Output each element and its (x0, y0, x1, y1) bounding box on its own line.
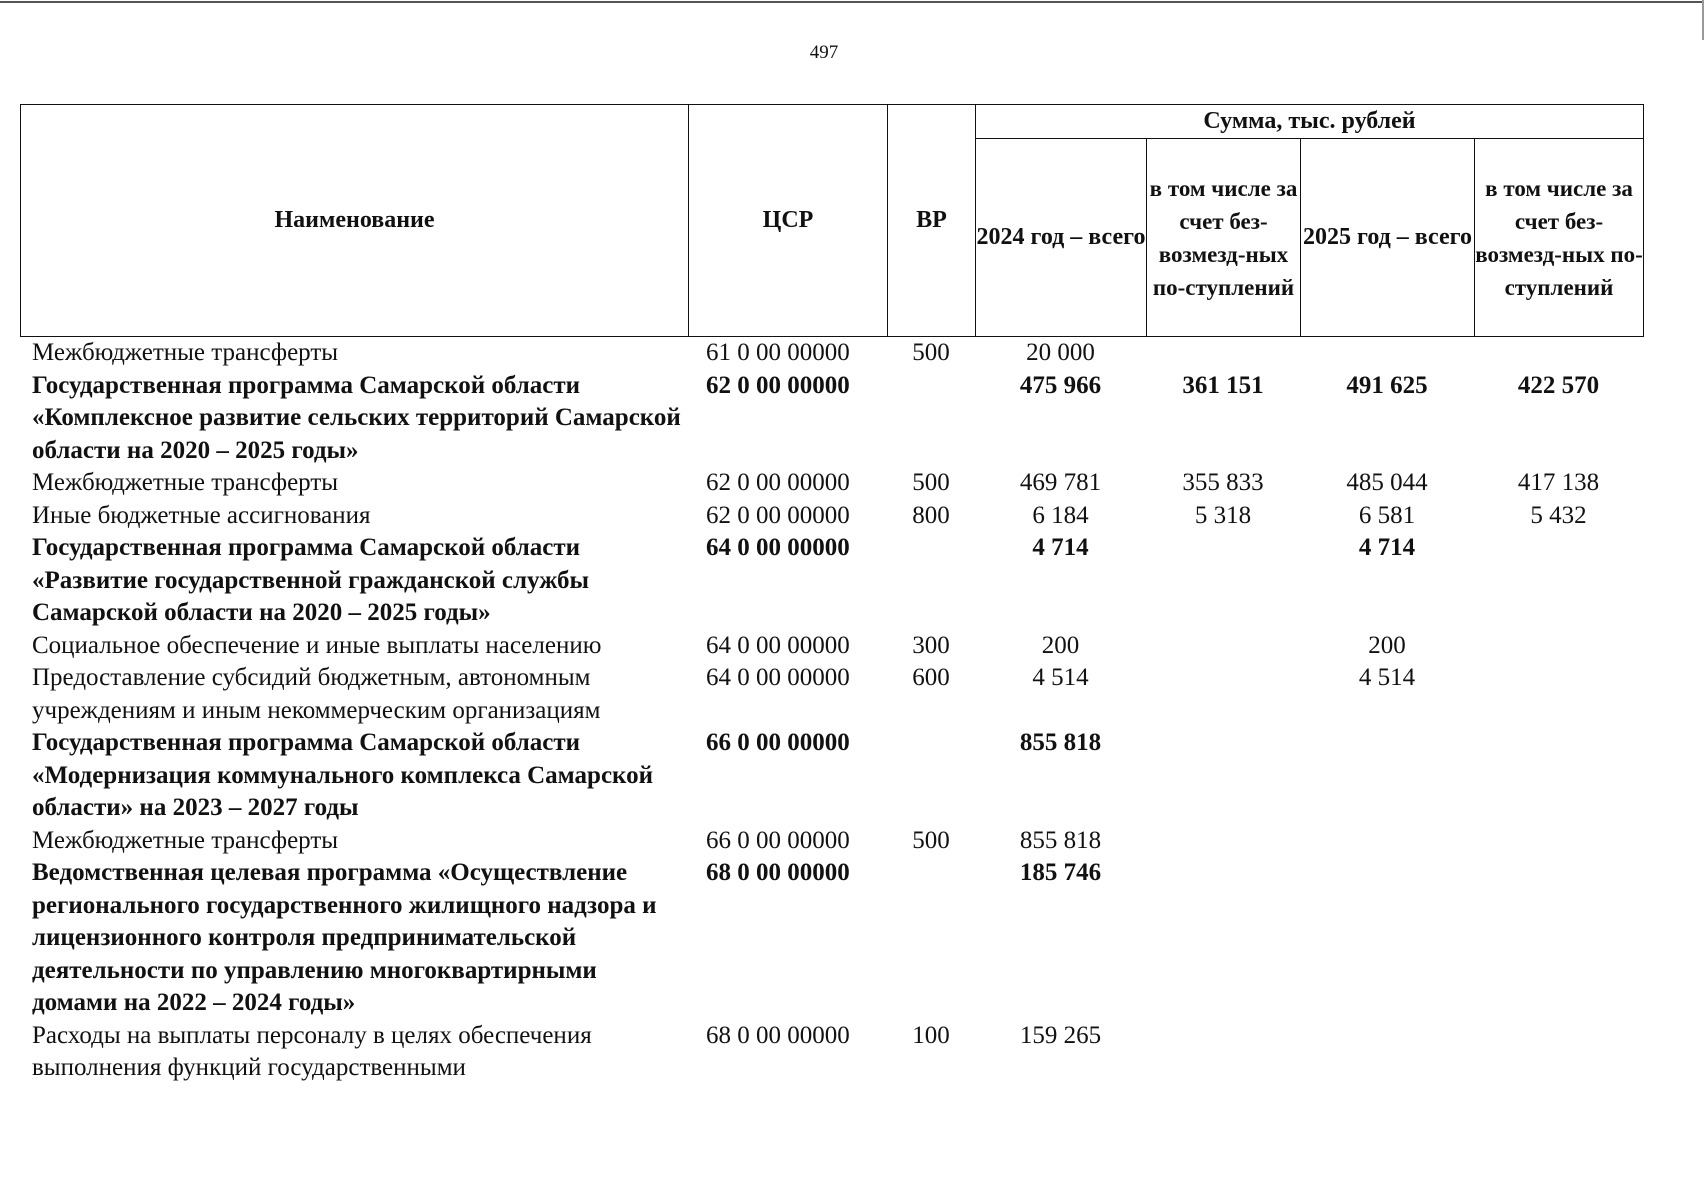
row-csr: 68 0 00 00000 (706, 859, 850, 886)
row-name: Ведомственная целевая программа «Осуществление регионального государственного жилищного надзора и лицензионного контроля предпринимательской деятельности по управлению многоквартирными домами на 2022 – 2024 годы» (32, 859, 657, 1016)
page-number: 497 (809, 42, 839, 63)
row-2024-grants (1146, 532, 1300, 630)
row-2024-grants (1146, 662, 1300, 727)
header-2025-grants: в том числе за счет без-возмезд-ных по-ступлений (1475, 139, 1644, 337)
table-row (20, 662, 1643, 727)
row-2025-total: 491 625 (1346, 371, 1428, 399)
row-vr: 100 (912, 1021, 950, 1049)
row-2025-grants (1474, 630, 1643, 663)
row-2025-total (1300, 825, 1474, 858)
row-vr (887, 857, 975, 1020)
row-2024-total: 200 (1041, 631, 1080, 659)
row-name: Межбюджетные трансферты (32, 469, 339, 496)
table-header (20, 104, 1644, 337)
header-2024-grants: в том числе за счет без-возмезд-ных по-ступлений (1147, 139, 1301, 337)
row-2025-total (1300, 337, 1474, 370)
row-2024-total: 185 746 (1019, 859, 1102, 886)
row-2024-total: 20 000 (1026, 339, 1095, 366)
table-row (20, 825, 1643, 858)
row-csr: 62 0 00 00000 (706, 469, 850, 496)
row-2025-grants (1474, 662, 1643, 727)
row-csr: 68 0 00 00000 (706, 1021, 850, 1049)
row-2025-grants: 417 138 (1517, 469, 1600, 496)
row-vr: 300 (912, 631, 950, 659)
row-2025-grants: 422 570 (1517, 371, 1600, 399)
row-2024-total: 6 184 (1032, 501, 1089, 529)
row-vr (887, 727, 975, 825)
row-name: Межбюджетные трансферты (32, 826, 339, 854)
row-csr: 62 0 00 00000 (706, 371, 850, 399)
row-csr: 64 0 00 00000 (706, 534, 850, 561)
row-2024-grants: 5 318 (1194, 501, 1252, 529)
row-2025-grants: 5 432 (1530, 501, 1587, 529)
row-2024-total: 4 514 (1032, 664, 1089, 691)
row-2024-total: 855 818 (1019, 729, 1102, 756)
header-sum-group: Сумма, тыс. рублей (976, 105, 1644, 139)
row-vr (887, 370, 975, 468)
row-name: Межбюджетные трансферты (32, 339, 339, 366)
row-2024-grants: 355 833 (1182, 469, 1264, 496)
row-2025-total: 4 514 (1358, 664, 1416, 691)
header-2024-total: 2024 год – всего (976, 139, 1147, 337)
row-vr: 500 (912, 469, 950, 496)
row-name: Иные бюджетные ассигнования (32, 501, 371, 529)
row-name: Предоставление субсидий бюджетным, автономным учреждениям и иным некоммерческим организациям (32, 664, 601, 724)
row-2024-total: 475 966 (1019, 371, 1102, 399)
table-row (20, 337, 1643, 370)
row-vr: 500 (912, 826, 950, 854)
row-2025-grants (1474, 532, 1643, 630)
row-csr: 66 0 00 00000 (706, 826, 850, 854)
row-csr: 64 0 00 00000 (706, 631, 850, 659)
row-2024-grants (1146, 630, 1300, 663)
row-2025-total (1300, 727, 1474, 825)
header-2025-total: 2025 год – всего (1301, 139, 1475, 337)
row-vr (887, 532, 975, 630)
row-2024-grants (1146, 857, 1300, 1020)
header-vr: ВР (888, 105, 976, 337)
row-2025-total (1300, 1020, 1474, 1085)
table-row (20, 370, 1643, 468)
row-2024-total: 469 781 (1019, 469, 1102, 496)
top-rule (0, 1, 1704, 3)
row-vr: 800 (912, 501, 950, 529)
row-2025-grants (1474, 727, 1643, 825)
header-name: Наименование (21, 105, 689, 337)
row-2024-grants: 361 151 (1182, 371, 1264, 399)
table-row (20, 1020, 1643, 1085)
row-csr: 61 0 00 00000 (706, 339, 850, 366)
row-csr: 66 0 00 00000 (706, 729, 850, 756)
row-2025-grants (1474, 825, 1643, 858)
row-name: Расходы на выплаты персоналу в целях обеспечения выполнения функций государственными (32, 1021, 592, 1081)
row-name: Социальное обеспечение и иные выплаты населению (32, 631, 602, 659)
row-2024-grants (1146, 727, 1300, 825)
budget-table (20, 337, 1643, 1085)
row-2024-grants (1146, 337, 1300, 370)
header-csr: ЦСР (689, 105, 888, 337)
table-row (20, 467, 1643, 500)
row-vr: 600 (912, 664, 950, 691)
row-2024-total: 4 714 (1032, 534, 1089, 561)
table-row (20, 532, 1643, 630)
row-2025-total: 485 044 (1346, 469, 1428, 496)
row-name: Государственная программа Самарской области «Модернизация коммунального комплекса Самарской области» на 2023 – 2027 годы (32, 729, 654, 821)
row-csr: 62 0 00 00000 (706, 501, 850, 529)
table-row (20, 857, 1643, 1020)
row-name: Государственная программа Самарской области «Развитие государственной гражданской службы Самарской области на 2020 – 2025 годы» (32, 534, 590, 626)
row-2025-grants (1474, 1020, 1643, 1085)
row-2024-total: 855 818 (1019, 826, 1102, 854)
table-row (20, 630, 1643, 663)
row-2025-grants (1474, 337, 1643, 370)
table-row (20, 500, 1643, 533)
row-name: Государственная программа Самарской области «Комплексное развитие сельских территорий Самарской области на 2020 – 2025 годы» (32, 371, 681, 464)
table-row (20, 727, 1643, 825)
row-2024-grants (1146, 825, 1300, 858)
row-2025-total (1300, 857, 1474, 1020)
row-csr: 64 0 00 00000 (706, 664, 850, 691)
row-2024-total: 159 265 (1019, 1021, 1102, 1049)
row-2025-total: 6 581 (1358, 501, 1416, 529)
row-vr: 500 (912, 339, 950, 366)
row-2025-total: 200 (1368, 631, 1406, 659)
row-2025-total: 4 714 (1358, 534, 1416, 561)
row-2024-grants (1146, 1020, 1300, 1085)
row-2025-grants (1474, 857, 1643, 1020)
